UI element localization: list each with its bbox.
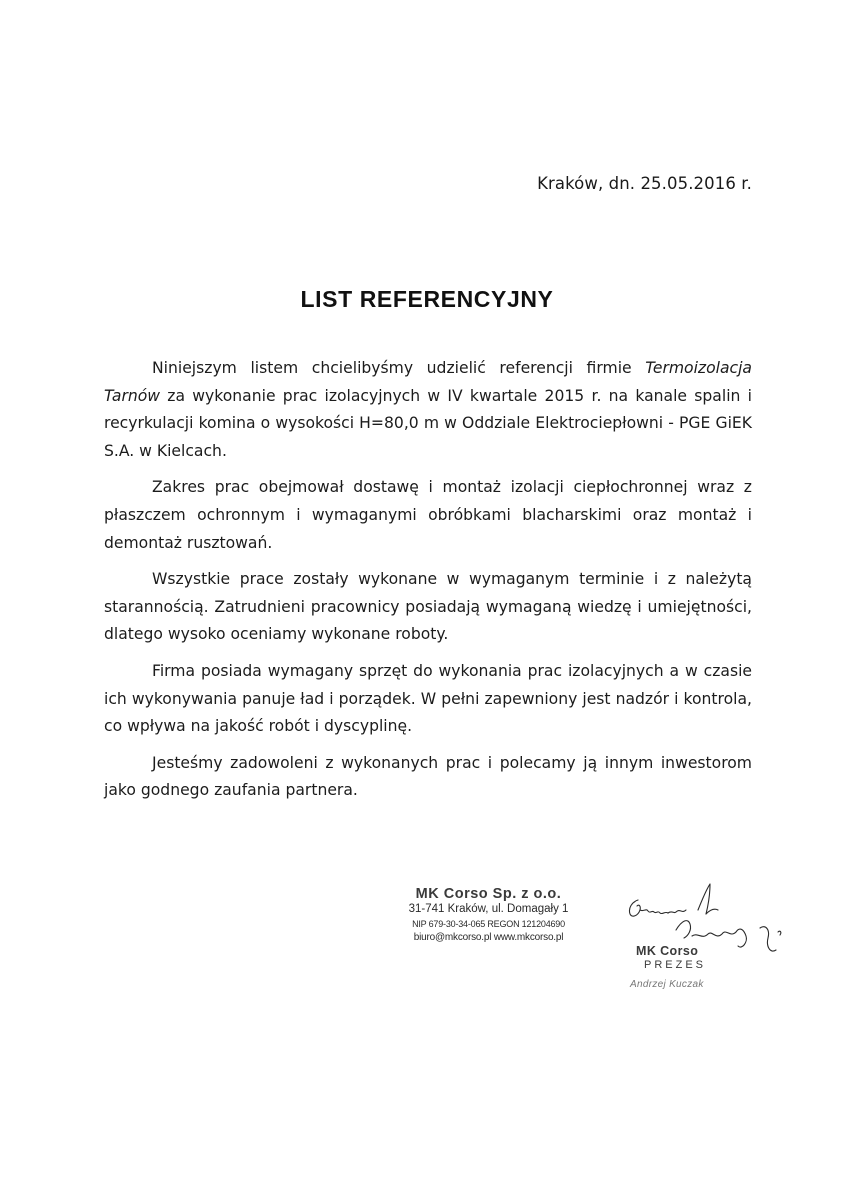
paragraph-2: Zakres prac obejmował dostawę i montaż izolacji ciepłochronnej wraz z płaszczem ochronnym i wymaganymi obróbkami blacharskimi oraz montaż i demontaż rusztowań.	[104, 478, 752, 552]
signature-stamp-name: Andrzej Kuczak	[630, 979, 704, 990]
referenced-company-name: Termoizolacja Tarnów	[104, 359, 752, 405]
company-stamp-contact: biuro@mkcorso.pl www.mkcorso.pl	[413, 932, 564, 943]
company-stamp-address: 31-741 Kraków, ul. Domagały 1	[408, 903, 569, 915]
paragraph-1-intro: Niniejszym listem chcielibyśmy udzielić referencji firmie	[152, 359, 646, 377]
signature-stamp-company: MK Corso	[636, 944, 699, 958]
handwritten-signature	[610, 880, 800, 980]
letter-body	[104, 355, 752, 814]
company-stamp-name: MK Corso Sp. z o.o.	[415, 886, 562, 902]
company-stamp	[386, 886, 591, 946]
letter-title: LIST REFERENCYJNY	[300, 286, 554, 312]
paragraph-5: Jesteśmy zadowoleni z wykonanych prac i polecamy ją innym inwestorom jako godnego zaufania partnera.	[104, 753, 752, 800]
signature-stamp-role: PREZES	[644, 959, 707, 971]
paragraph-3: Wszystkie prace zostały wykonane w wymaganym terminie i z należytą starannością. Zatrudnieni pracownicy posiadają wymaganą wiedzę i umiejętności, dlatego wysoko oceniamy wykonane roboty.	[104, 570, 752, 644]
paragraph-4: Firma posiada wymagany sprzęt do wykonania prac izolacyjnych a w czasie ich wykonywania panuje ład i porządek. W pełni zapewniony jest nadzór i kontrola, co wpływa na jakość robót i dyscyplinę.	[104, 661, 752, 736]
paragraph-1-rest: za wykonanie prac izolacyjnych w IV kwartale 2015 r. na kanale spalin i recyrkulacji komina o wysokości H=80,0 m w Oddziale Elektrociepłowni - PGE GiEK S.A. w Kielcach.	[104, 386, 752, 460]
paragraph-1	[104, 355, 752, 465]
company-stamp-ids: NIP 679-30-34-065 REGON 121204690	[412, 918, 565, 929]
letter-date: Kraków, dn. 25.05.2016 r.	[537, 174, 752, 193]
